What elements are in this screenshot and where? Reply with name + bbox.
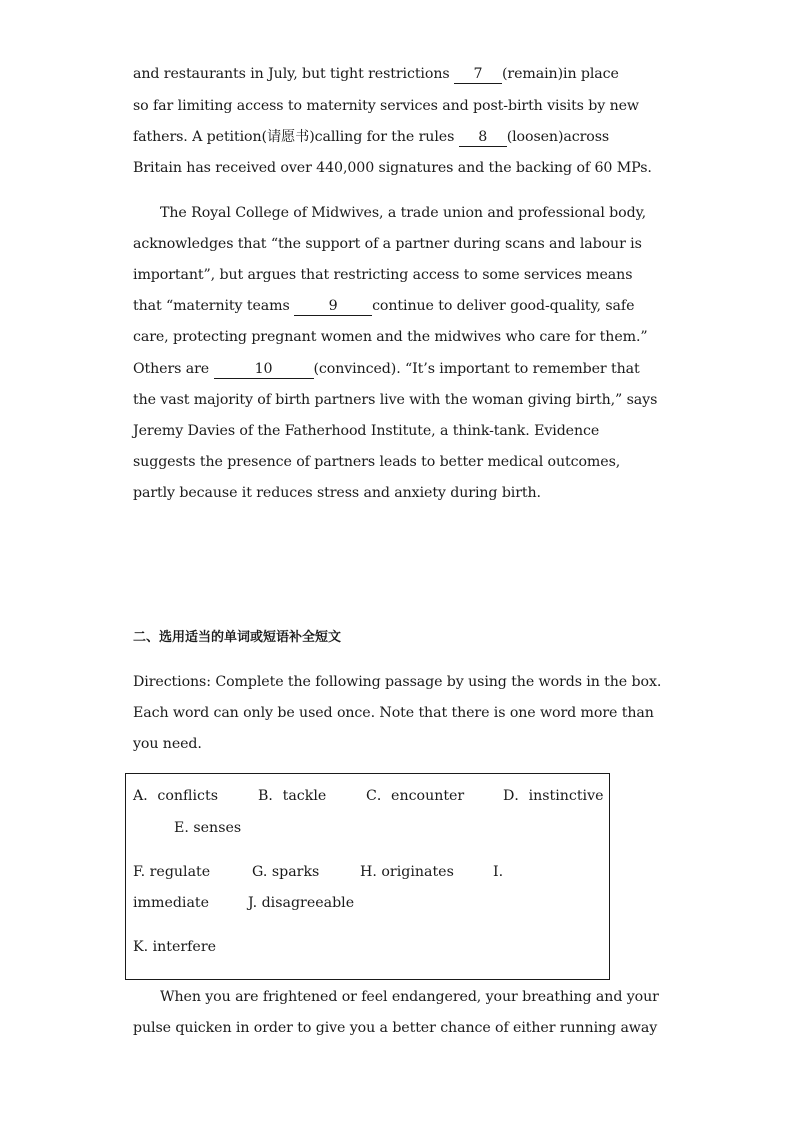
option-f: F. regulate (133, 864, 211, 880)
passage-line-1: When you are frightened or feel endangered, your breathing and your (160, 989, 659, 1005)
para2-line-9: suggests the presence of partners leads to better medical outcomes, (133, 454, 621, 470)
para2-line-7: the vast majority of birth partners live with the woman giving birth,” says (133, 392, 658, 408)
para2-line-6-post: (convinced). “It’s important to remember that (313, 361, 640, 377)
option-j: J. disagreeable (248, 895, 355, 911)
blank-9: 9 (294, 298, 372, 316)
para1-line-3-post: (loosen)across (506, 129, 610, 145)
option-b: B．tackle (258, 788, 327, 804)
option-c: C．encounter (366, 788, 465, 804)
para1-line-3-pre: fathers. A petition(请愿书)calling for the rules (133, 129, 455, 145)
option-a: A．conflicts (133, 788, 218, 804)
para2-line-6 (133, 359, 640, 379)
para2-line-4-pre: that “maternity teams (133, 298, 290, 314)
option-i: I. (493, 864, 504, 880)
para2-line-5: care, protecting pregnant women and the midwives who care for them.” (133, 329, 648, 345)
option-i-word: immediate (133, 895, 210, 911)
para2-line-8: Jeremy Davies of the Fatherhood Institute, a think-tank. Evidence (133, 423, 600, 439)
para2-line-4-post: continue to deliver good-quality, safe (372, 298, 635, 314)
para2-line-2: acknowledges that “the support of a partner during scans and labour is (133, 236, 642, 252)
directions-line-2: Each word can only be used once. Note that there is one word more than (133, 705, 654, 721)
option-k: K. interfere (133, 939, 216, 955)
para1-line-4: Britain has received over 440,000 signatures and the backing of 60 MPs. (133, 160, 652, 176)
para2-line-10: partly because it reduces stress and anxiety during birth. (133, 485, 541, 501)
para2-line-6-pre: Others are (133, 361, 210, 377)
blank-8: 8 (459, 129, 507, 147)
para1-line-1-post: (remain)in place (501, 66, 619, 82)
option-g: G. sparks (252, 864, 320, 880)
option-e: E. senses (174, 820, 242, 836)
blank-7: 7 (454, 66, 502, 84)
para1-line-1 (133, 64, 619, 84)
directions-line-1: Directions: Complete the following passage by using the words in the box. (133, 674, 662, 690)
para1-line-3 (133, 127, 609, 147)
word-box (125, 773, 610, 980)
option-d: D．instinctive (503, 788, 604, 804)
blank-10: 10 (214, 361, 314, 379)
section-heading: 二、选用适当的单词或短语补全短文 (133, 630, 342, 645)
para1-line-2: so far limiting access to maternity services and post-birth visits by new (133, 98, 639, 114)
passage-line-2: pulse quicken in order to give you a better chance of either running away (133, 1020, 658, 1036)
para2-line-4 (133, 296, 634, 316)
option-h: H. originates (360, 864, 454, 880)
para1-line-1-pre: and restaurants in July, but tight restrictions (133, 66, 450, 82)
para2-line-1: The Royal College of Midwives, a trade union and professional body, (160, 205, 647, 221)
directions-line-3: you need. (133, 736, 202, 752)
para2-line-3: important”, but argues that restricting access to some services means (133, 267, 633, 283)
